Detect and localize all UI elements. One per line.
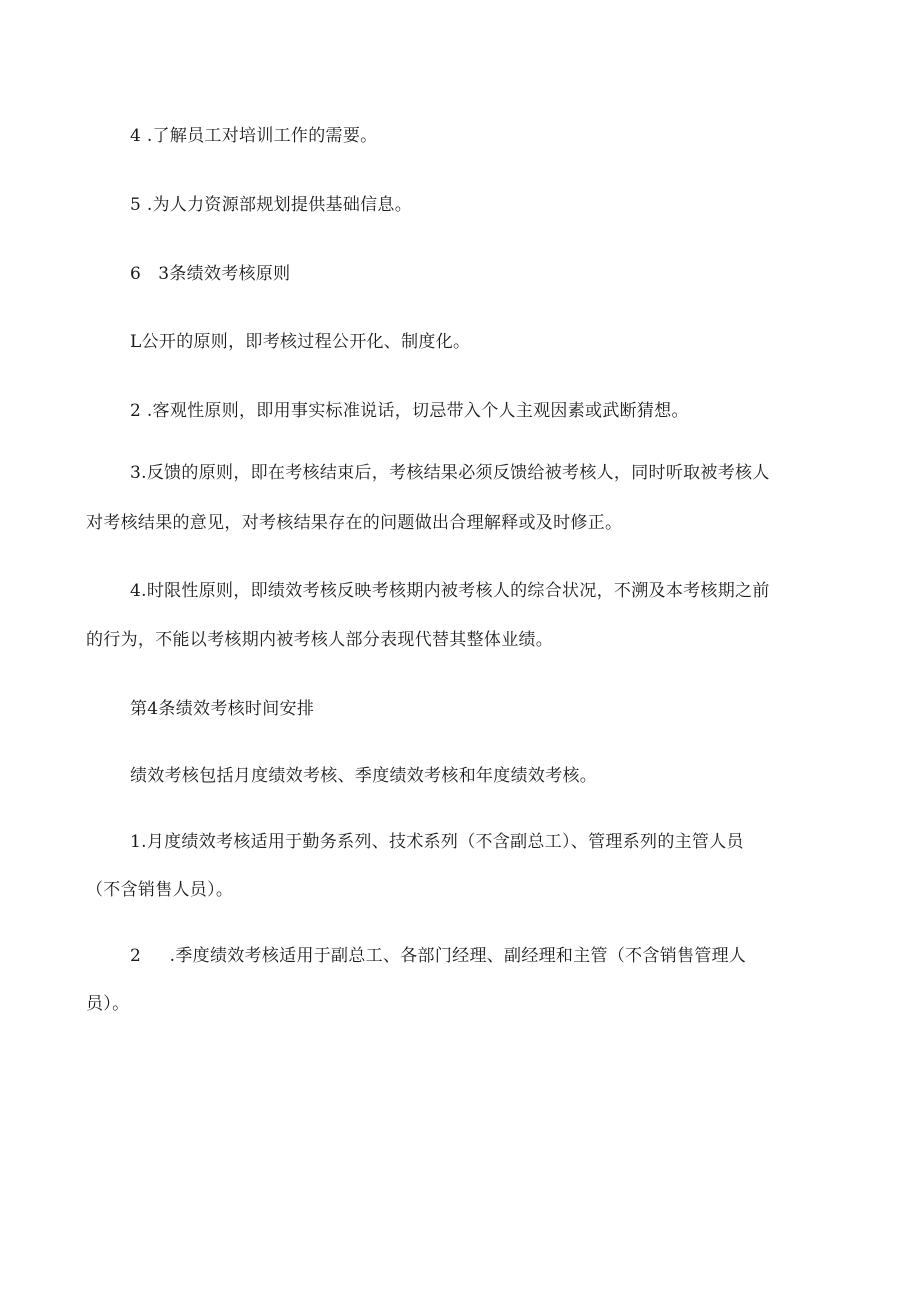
paragraph-line: 4 .了解员工对培训工作的需要。: [130, 126, 378, 146]
paragraph-line: 3.反馈的原则，即在考核结束后，考核结果必须反馈给被考核人，同时听取被考核人: [130, 463, 770, 483]
paragraph-line: 绩效考核包括月度绩效考核、季度绩效考核和年度绩效考核。: [130, 766, 598, 786]
paragraph-line: 1.月度绩效考核适用于勤务系列、技术系列（不含副总工）、管理系列的主管人员: [130, 832, 744, 852]
paragraph-line: 员）。: [86, 994, 130, 1014]
paragraph-line: 的行为，不能以考核期内被考核人部分表现代替其整体业绩。: [86, 630, 554, 650]
paragraph-line: 5 .为人力资源部规划提供基础信息。: [130, 195, 413, 215]
paragraph-line: 4.时限性原则，即绩效考核反映考核期内被考核人的综合状况，不溯及本考核期之前: [130, 581, 770, 601]
paragraph-line: （不含销售人员）。: [86, 880, 234, 900]
section-heading: 6 3条绩效考核原则: [130, 264, 291, 284]
paragraph-line: L公开的原则，即考核过程公开化、制度化。: [130, 332, 471, 352]
paragraph-line: 2 .季度绩效考核适用于副总工、各部门经理、副经理和主管（不含销售管理人: [130, 946, 747, 966]
paragraph-line: 2 .客观性原则，即用事实标准说话，切忌带入个人主观因素或武断猜想。: [130, 401, 689, 421]
paragraph-line: 对考核结果的意见，对考核结果存在的问题做出合理解释或及时修正。: [86, 513, 623, 533]
section-heading: 第4条绩效考核时间安排: [130, 699, 315, 719]
